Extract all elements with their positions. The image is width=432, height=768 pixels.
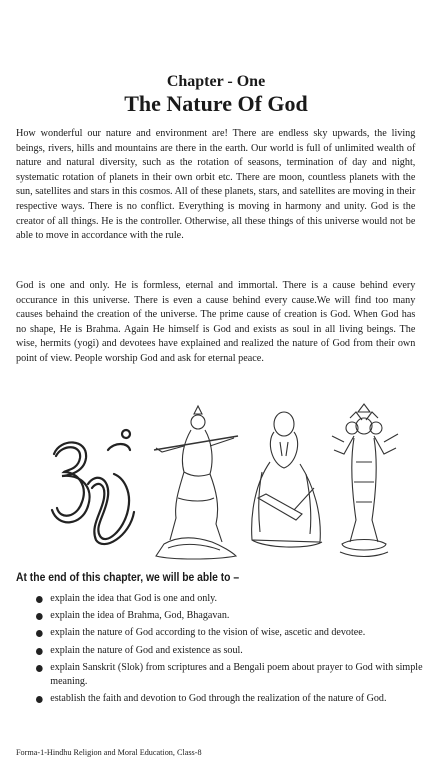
objective-item: explain the idea that God is one and only. (36, 592, 426, 606)
god-paragraph: God is one and only. He is formless, eternal and immortal. There is a cause behind every occurance in this universe. There is even a cause behind every cause.We will find too many causes behaind the creation of the universe. The prime cause of creation is God. When God has no shape, He is Brahma. Again He himself is God and exists as soul in all living beings. The wise, hermits (yogi) and devotees have explained and realized the nature of God from their own point of view. People worship God and ask for eternal peace. (16, 280, 416, 364)
objectives-heading: At the end of this chapter, we will be able to – (16, 572, 240, 584)
objective-item: explain the nature of God and existence as soul. (36, 644, 426, 658)
illustrations (44, 402, 414, 562)
intro-paragraph: How wonderful our nature and environment are! There are endless sky upwards, the living beings, rivers, hills and mountains are there in the earth. Our world is full of unlimited wealth of nature and natural diversity, such as the rotation of seasons, termination of day and night, systematic rotation of planets in their own orbit etc. There are moon, countless planets with the sun, satellites and stars in this cosmos. All of these planets, stars, and satellites are moving in their respective ways. There is no conflict. Everything is moving in harmony and unity. God is the creator of all things. He is the controller. Otherwise, all these things of this universe would not be able to move in accordance with the rule. (16, 128, 416, 242)
objectives-list (36, 592, 423, 709)
om-symbol-icon (52, 430, 134, 544)
chapter-title: The Nature Of God (124, 91, 308, 116)
objective-item: explain Sanskrit (Slok) from scriptures and a Bengali poem about prayer to God with simple meaning. (36, 661, 426, 689)
bullet-icon (36, 596, 43, 603)
bullet-icon (36, 665, 43, 672)
krishna-figure-icon (154, 406, 238, 559)
bullet-icon (36, 696, 43, 703)
page-footer: Forma-1-Hindhu Religion and Moral Education, Class-8 (16, 748, 202, 757)
bullet-icon (36, 648, 43, 655)
chapter-number: Chapter - One (166, 73, 266, 90)
bullet-icon (36, 630, 43, 637)
brahma-figure-icon (332, 404, 398, 557)
objective-item: explain the nature of God according to the vision of wise, ascetic and devotee. (36, 626, 426, 640)
objective-item: establish the faith and devotion to God through the realization of the nature of God. (36, 692, 426, 706)
objective-item: explain the idea of Brahma, God, Bhagavan. (36, 609, 426, 623)
bullet-icon (36, 613, 43, 620)
sage-writing-icon (252, 412, 322, 547)
